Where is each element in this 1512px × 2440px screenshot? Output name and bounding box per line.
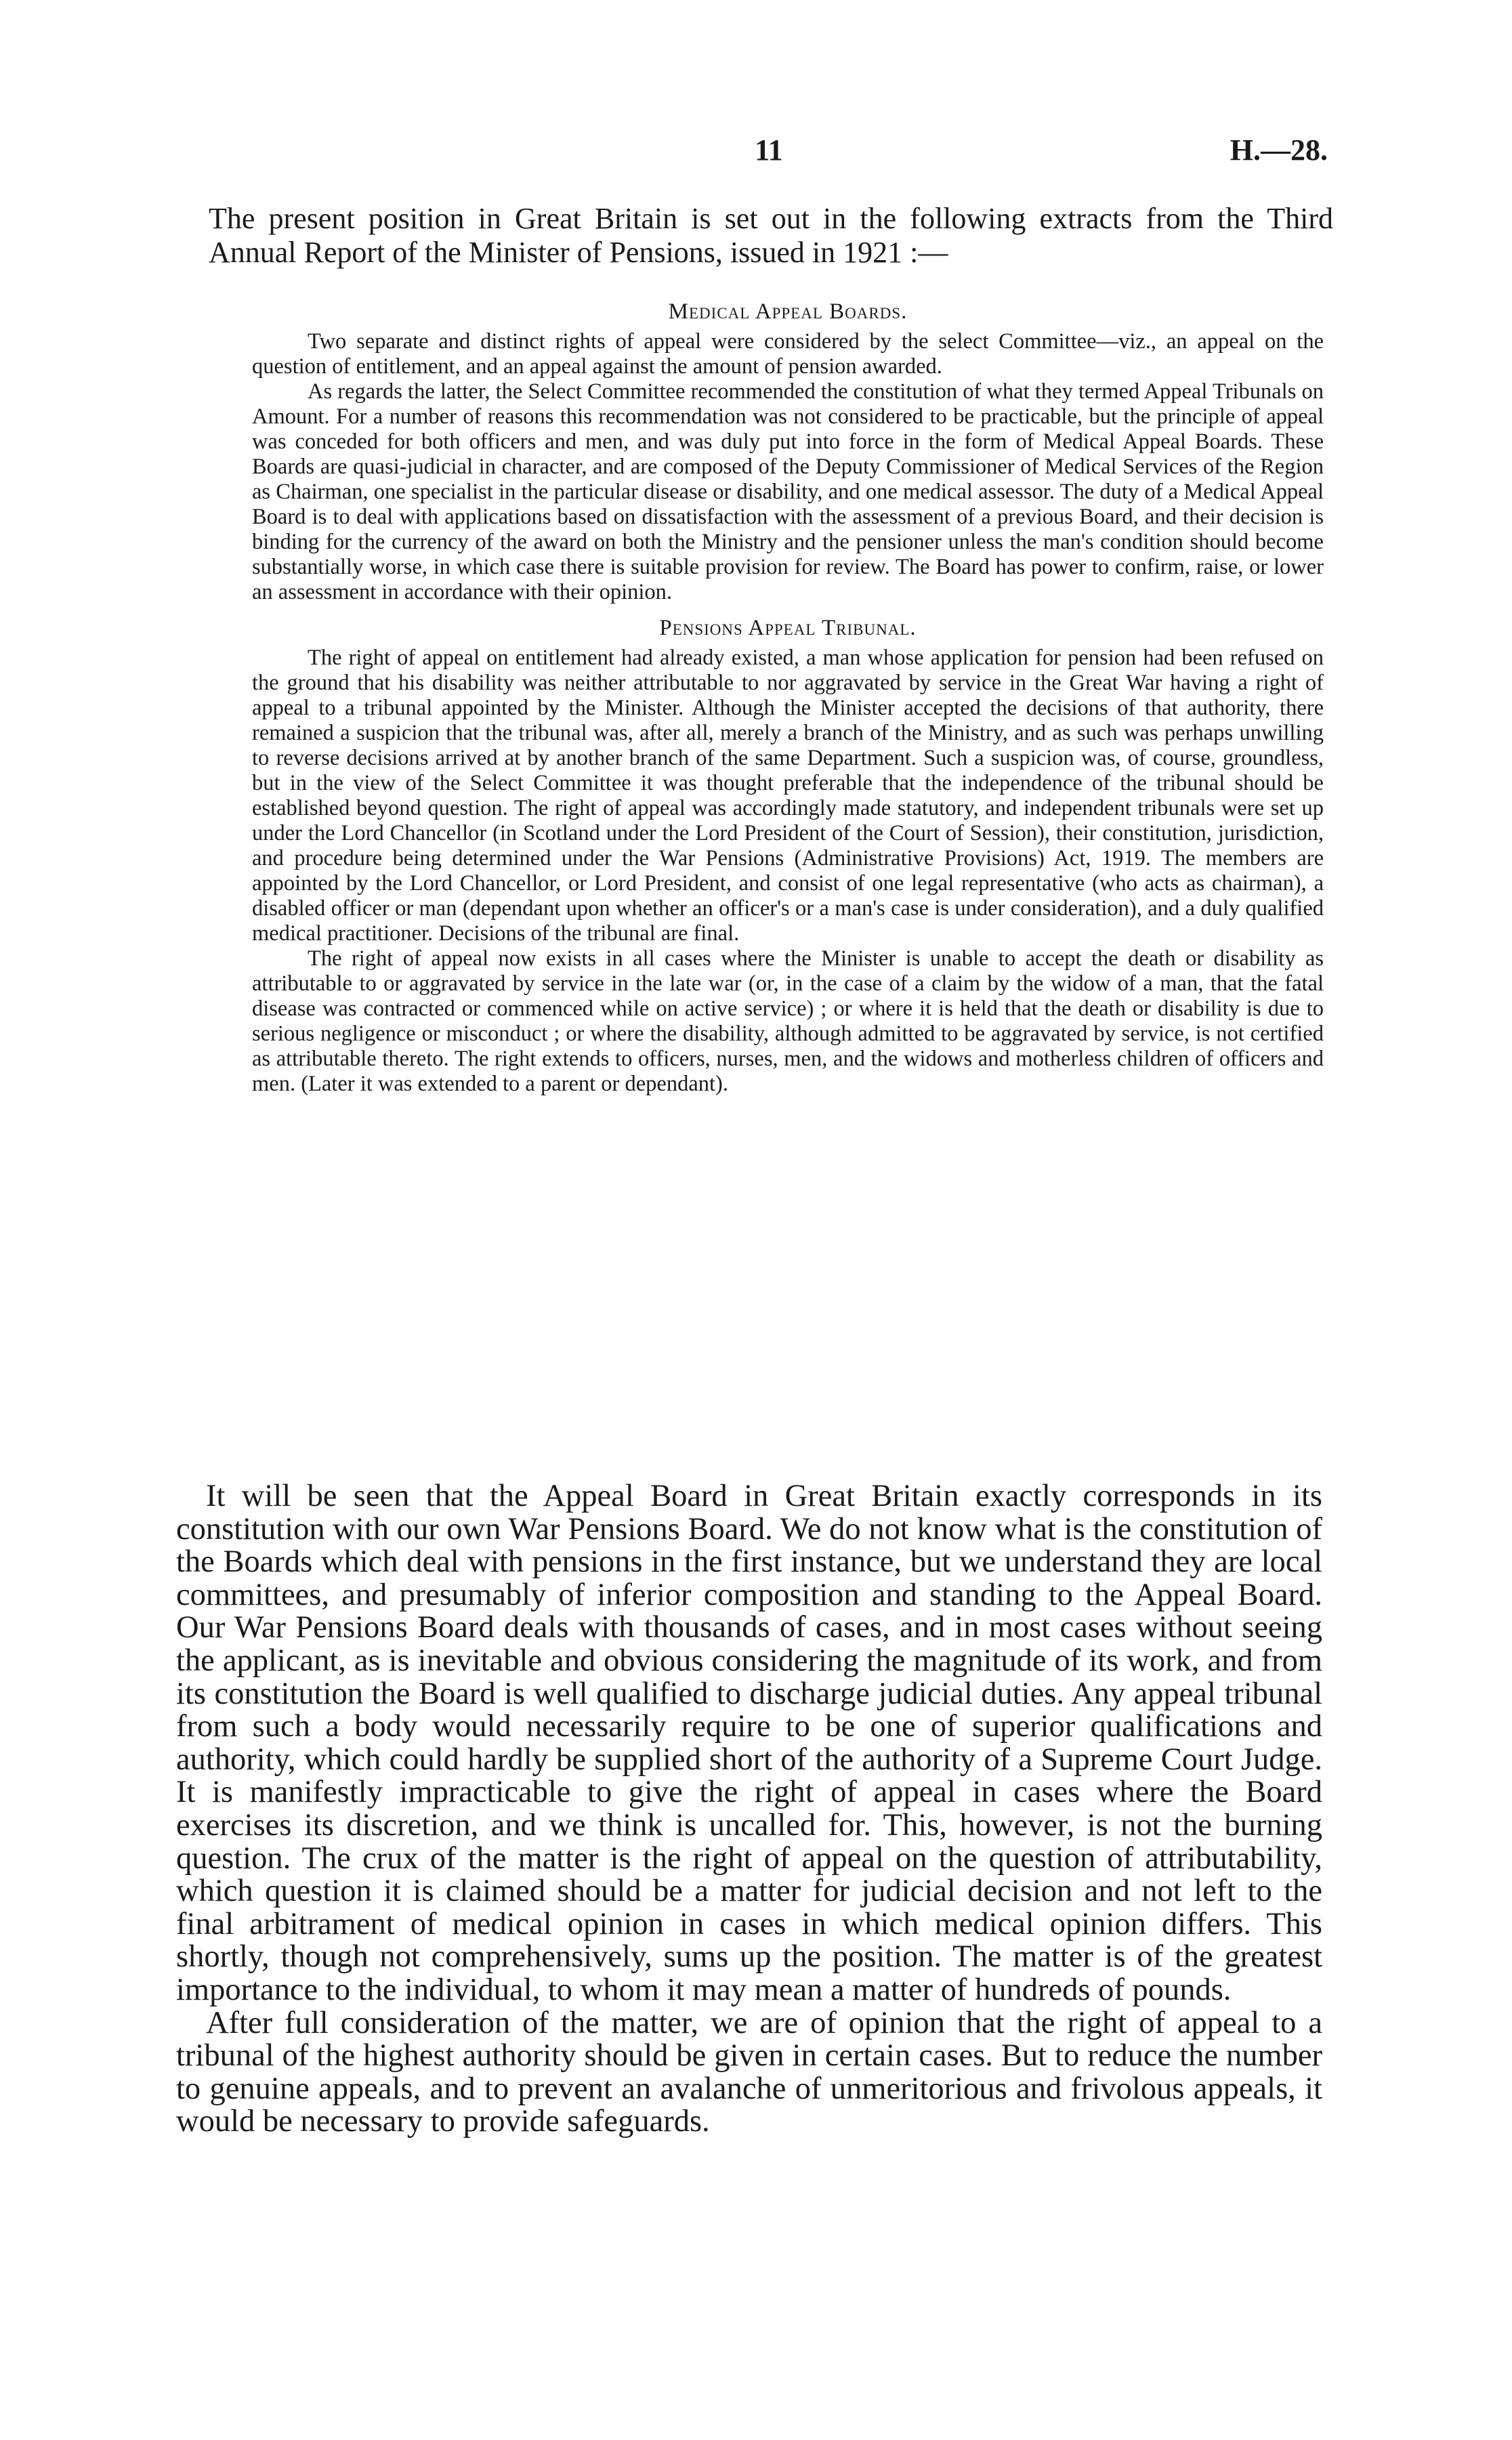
intro-paragraph: The present position in Great Britain is set out in the following extracts from the Third Annual Report of the Minister of Pensions, issued in 1921 :— bbox=[209, 202, 1333, 269]
extract-paragraph-1: Two separate and distinct rights of appeal were considered by the select Committee—viz., an appeal on the question of entitlement, and an appeal against the amount of pension awarded. bbox=[252, 329, 1324, 379]
page-header bbox=[210, 133, 1328, 173]
section-heading-pensions-appeal-tribunal: Pensions Appeal Tribunal. bbox=[659, 616, 917, 640]
report-extract bbox=[252, 298, 1324, 1097]
extract-paragraph-4: The right of appeal now exists in all cases where the Minister is unable to accept the death or disability as attributable to or aggravated by service in the late war (or, in the case of a claim by the widow of a man, that the fatal disease was contracted or commenced while on active service) ; or where it is held that the death or disability is due to serious negligence or misconduct ; or where the disability, although admitted to be aggravated by service, is not certified as attributable thereto. The right extends to officers, nurses, men, and the widows and motherless children of officers and men. (Later it was extended to a parent or dependant). bbox=[252, 946, 1324, 1096]
extract-paragraph-3: The right of appeal on entitlement had already existed, a man whose application for pension had been refused on the ground that his disability was neither attributable to nor aggravated by service in the Great War having a right of appeal to a tribunal appointed by the Minister. Although the Minister accepted the decisions of that authority, there remained a suspicion that the tribunal was, after all, merely a branch of the Ministry, and as such was perhaps unwilling to reverse decisions arrived at by another branch of the same Department. Such a suspicion was, of course, groundless, but in the view of the Select Committee it was thought preferable that the independence of the tribunal should be established beyond question. The right of appeal was accordingly made statutory, and independent tribunals were set up under the Lord Chancellor (in Scotland under the Lord President of the Court of Session), their constitution, jurisdiction, and procedure being determined under the War Pensions (Administrative Provisions) Act, 1919. The members are appointed by the Lord Chancellor, or Lord President, and consist of one legal representative (who acts as chairman), a disabled officer or man (dependant upon whether an officer's or a man's case is under consideration), and a duly qualified medical practitioner. Decisions of the tribunal are final. bbox=[252, 646, 1324, 946]
body-paragraph-1: It will be seen that the Appeal Board in Great Britain exactly corresponds in its constitution with our own War Pensions Board. We do not know what is the constitution of the Boards which deal with pensions in the first instance, but we understand they are local committees, and presumably of inferior composition and standing to the Appeal Board. Our War Pensions Board deals with thousands of cases, and in most cases without seeing the applicant, as is inevitable and obvious considering the magnitude of its work, and from its constitution the Board is well qualified to discharge judicial duties. Any appeal tribunal from such a body would necessarily require to be one of superior qualifications and authority, which could hardly be supplied short of the authority of a Supreme Court Judge. It is manifestly impracticable to give the right of appeal in cases where the Board exercises its discretion, and we think is uncalled for. This, however, is not the burning question. The crux of the matter is the right of appeal on the question of attributability, which question it is claimed should be a matter for judicial decision and not left to the final arbitrament of medical opinion in cases in which medical opinion differs. This shortly, though not comprehensively, sums up the position. The matter is of the greatest importance to the individual, to whom it may mean a matter of hundreds of pounds. bbox=[176, 1479, 1322, 2007]
main-body bbox=[176, 1480, 1322, 2139]
body-paragraph-2: After full consideration of the matter, we are of opinion that the right of appeal to a tribunal of the highest authority should be given in certain cases. But to reduce the number to genuine appeals, and to prevent an avalanche of unmeritorious and frivolous appeals, it would be necessary to provide safeguards. bbox=[176, 2005, 1322, 2139]
extract-paragraph-2: As regards the latter, the Select Committee recommended the constitution of what they termed Appeal Tribunals on Amount. For a number of reasons this recommendation was not considered to be practicable, but the principle of appeal was conceded for both officers and men, and was duly put into force in the form of Medical Appeal Boards. These Boards are quasi-judicial in character, and are composed of the Deputy Commissioner of Medical Services of the Region as Chairman, one specialist in the particular disease or disability, and one medical assessor. The duty of a Medical Appeal Board is to deal with applications based on dissatisfaction with the assessment of a previous Board, and their decision is binding for the currency of the award on both the Ministry and the pensioner unless the man's condition should become substantially worse, in which case there is suitable provision for review. The Board has power to confirm, raise, or lower an assessment in accordance with their opinion. bbox=[252, 379, 1324, 604]
section-heading-medical-appeal-boards: Medical Appeal Boards. bbox=[668, 299, 908, 324]
page-number: 11 bbox=[755, 133, 783, 167]
document-reference: H.—28. bbox=[1230, 133, 1328, 167]
